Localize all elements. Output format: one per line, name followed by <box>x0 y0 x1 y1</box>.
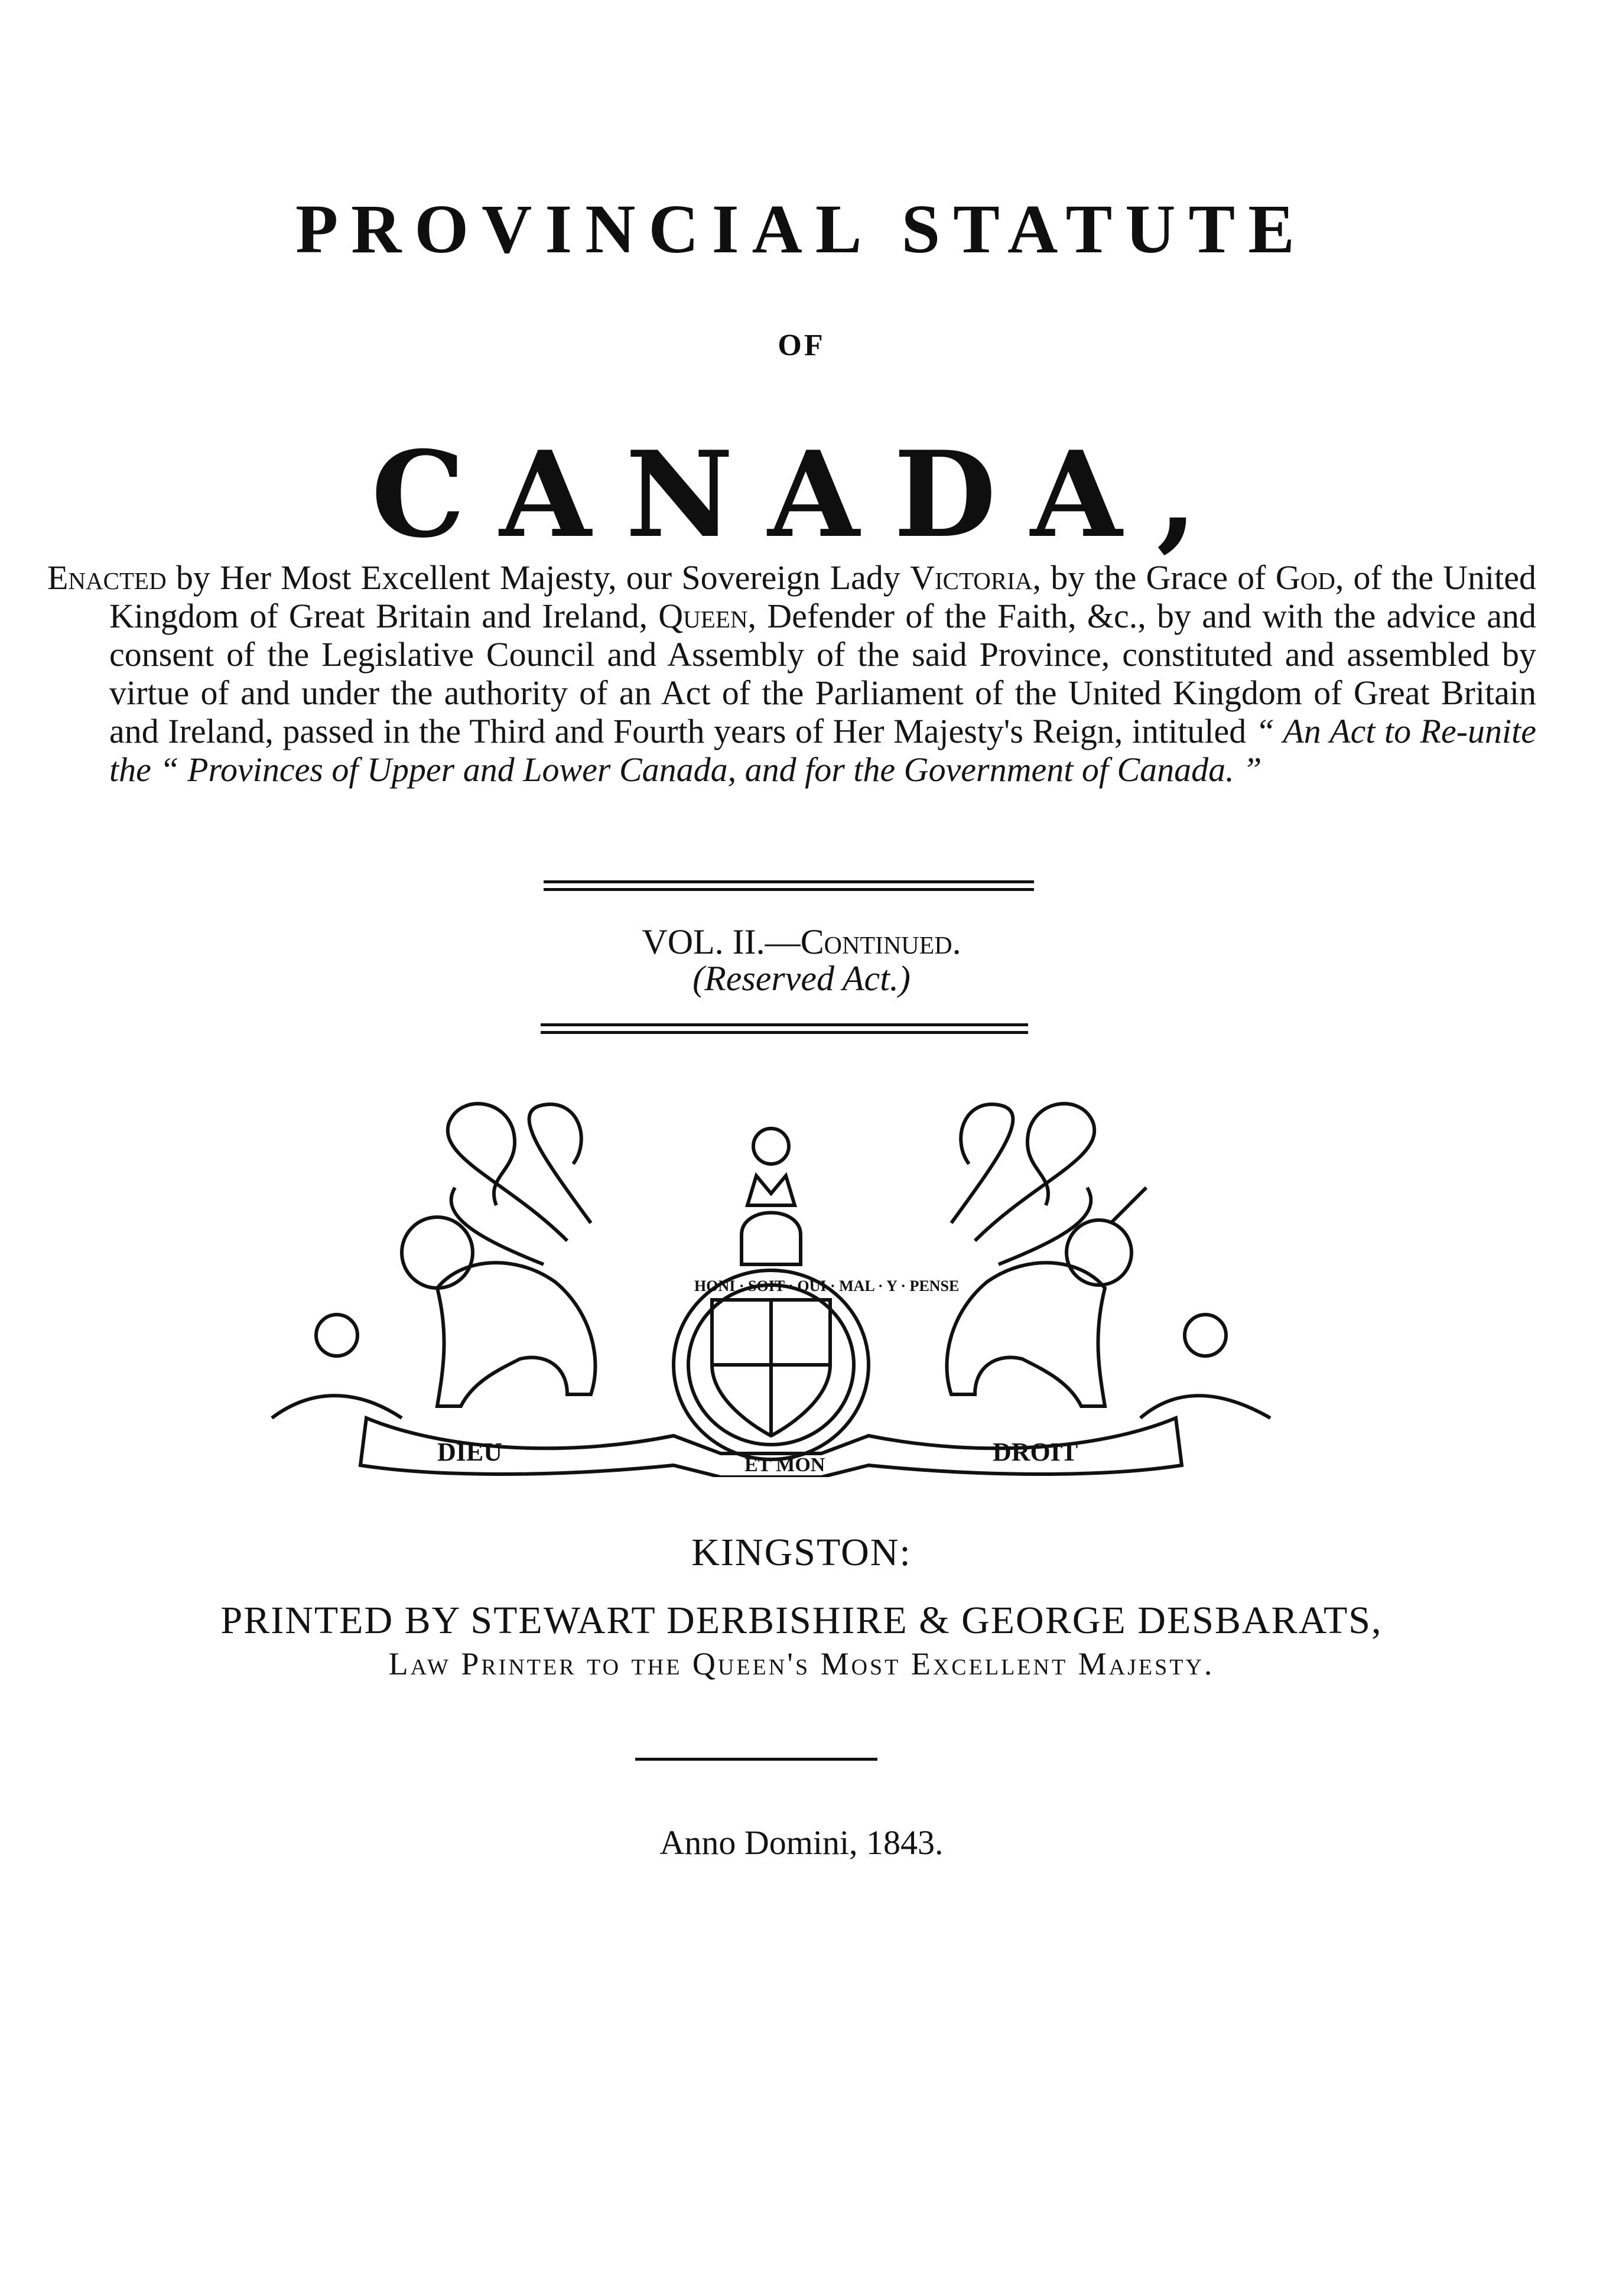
volume-continued: Continued. <box>800 922 961 961</box>
motto-left: DIEU <box>437 1438 503 1466</box>
rose-left <box>316 1315 357 1356</box>
imprint-year: Anno Domini, 1843. <box>659 1823 944 1862</box>
enacting-text-4: , Defender of the Faith, &c., by and with the advice and consent of the Legislative Council and Assembly of the said Province, constituted and assembled by virtue of and under the authority of an Act of the Parliament of the United Kingdom of Great Britain and Ireland, passed in the Third and Fourth years of Her Majesty's Reign, intituled <box>109 597 1536 750</box>
royal-coat-of-arms <box>260 1087 1282 1477</box>
imprint-printer-title: Law Printer to the Queen's Most Excellent Majesty. <box>388 1646 1215 1682</box>
coat-of-arms-engraving <box>260 1087 1282 1477</box>
reserved-act: (Reserved Act.) <box>692 959 911 998</box>
mantling-left <box>448 1104 567 1241</box>
imprint-place: KINGSTON: <box>691 1531 912 1574</box>
enacting-text-2: , by the Grace of <box>1032 558 1276 597</box>
crown <box>747 1176 795 1205</box>
enacting-text-3: , of the United Kingdom of Great Britain and Ireland, <box>109 558 1537 635</box>
garter-motto: HONI · SOIT · QUI · MAL · Y · PENSE <box>694 1277 960 1295</box>
double-rule-bottom <box>541 1023 1028 1034</box>
god-word: God <box>1275 558 1335 597</box>
title-of: OF <box>778 329 825 362</box>
double-rule-top <box>544 880 1034 891</box>
motto-right: DROIT <box>993 1438 1078 1466</box>
enacting-text-1: by Her Most Excellent Majesty, our Sovereign Lady <box>166 558 911 597</box>
crest-lion <box>753 1129 789 1164</box>
mantling-right <box>975 1104 1094 1241</box>
queen-word: Queen <box>658 597 748 635</box>
rose-right <box>1185 1315 1226 1356</box>
title-provincial-statute: PROVINCIAL STATUTE <box>295 190 1308 268</box>
lion-supporter <box>437 1263 596 1406</box>
victoria-word: Victoria <box>910 558 1033 597</box>
volume-label: VOL. II.— <box>642 922 801 961</box>
enacted-word: Enacted <box>47 558 167 597</box>
volume-line <box>0 922 1603 962</box>
title-canada: CANADA, <box>371 425 1232 564</box>
enacting-clause <box>47 558 1536 789</box>
imprint-printer: PRINTED BY STEWART DERBISHIRE & GEORGE DESBARATS, <box>220 1599 1383 1642</box>
motto-mid: ET MON <box>744 1454 825 1476</box>
unicorn-supporter <box>947 1263 1105 1406</box>
act-title: “ An Act to Re-unite the “ Provinces of Upper and Lower Canada, and for the Government of Canada. ” <box>109 712 1536 789</box>
helmet <box>742 1213 801 1265</box>
single-rule <box>635 1758 877 1761</box>
